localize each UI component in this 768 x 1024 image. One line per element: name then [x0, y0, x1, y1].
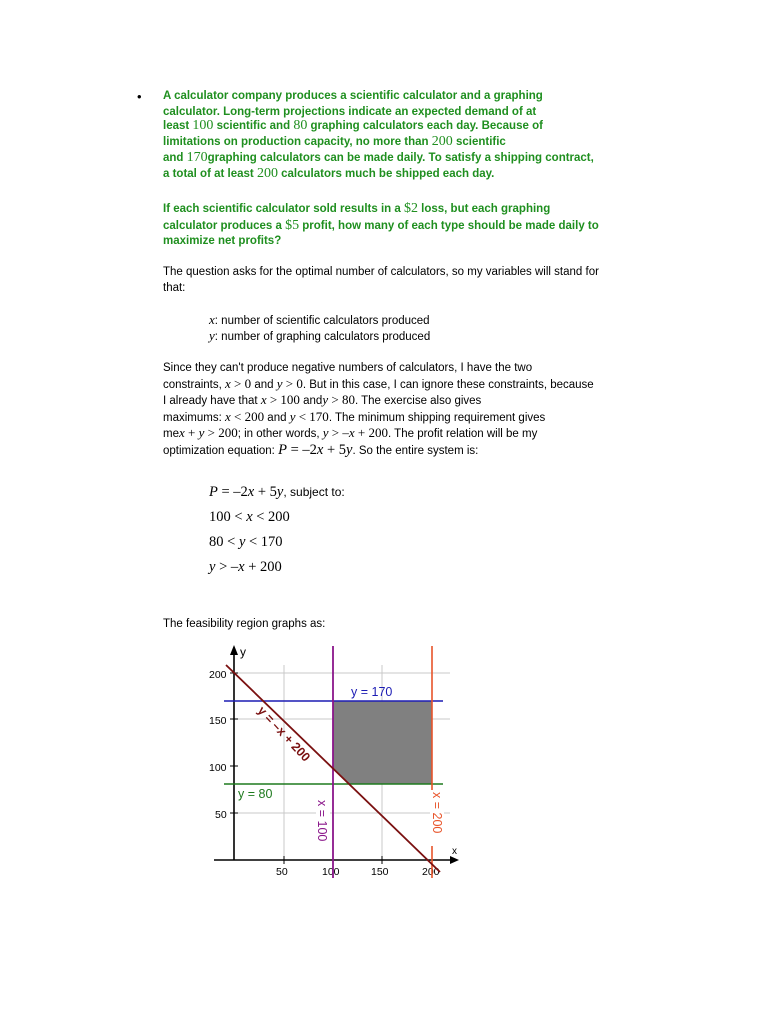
problem-line-4: limitations on production capacity, no more than 200 scientific [163, 134, 506, 149]
problem-line-3: least 100 scientific and 80 graphing calculators each day. Because of [163, 118, 543, 133]
system-objective: P = –2x + 5y, subject to: [209, 484, 345, 500]
question-line-1: If each scientific calculator sold results in a $2 loss, but each graphing [163, 201, 551, 216]
x-tick-100: 100 [322, 866, 340, 878]
y-axis-arrow [230, 645, 238, 655]
constraints-line-1: Since they can't produce negative numbers of calculators, I have the two [163, 362, 533, 374]
feasible-region [333, 701, 432, 784]
constraints-line-4: maximums: x < 200 and y < 170. The minimum shipping requirement gives [163, 409, 546, 424]
problem-line-5: and 170graphing calculators can be made daily. To satisfy a shipping contract, [163, 150, 594, 165]
label-x-200: x = 200 [430, 792, 444, 834]
var-y-definition: y: number of graphing calculators produced [209, 328, 431, 343]
system-constraint-y: 80 < y < 170 [209, 534, 283, 550]
constraints-line-2: constraints, x > 0 and y > 0. But in this case, I can ignore these constraints, because [163, 376, 594, 391]
problem-line-6: a total of at least 200 calculators much be shipped each day. [163, 166, 495, 181]
y-tick-150: 150 [209, 715, 227, 727]
problem-line-1: A calculator company produces a scientific calculator and a graphing [163, 90, 543, 102]
constraints-line-3: I already have that x > 100 andy > 80. The exercise also gives [163, 392, 482, 407]
y-tick-100: 100 [209, 762, 227, 774]
feasibility-graph [200, 640, 480, 880]
y-axis-label: y [240, 645, 246, 659]
constraints-line-5: mex + y > 200; in other words, y > –x + 200. The profit relation will be my [163, 425, 538, 440]
system-constraint-sum: y > –x + 200 [209, 559, 282, 575]
x-axis-label: x [452, 846, 457, 857]
label-diagonal: y = –x + 200 [254, 703, 313, 765]
label-y-80: y = 80 [238, 787, 273, 801]
question-line-3: maximize net profits? [163, 235, 282, 247]
problem-line-2: calculator. Long-term projections indicate an expected demand of at [163, 106, 537, 118]
x-tick-200: 200 [422, 866, 440, 878]
intro-line-1: The question asks for the optimal number of calculators, so my variables will stand for [163, 266, 599, 278]
label-y-170: y = 170 [351, 685, 393, 699]
question-line-2: calculator produces a $5 profit, how many of each type should be made daily to [163, 218, 599, 233]
intro-line-2: that: [163, 282, 186, 294]
list-bullet: • [137, 89, 142, 104]
y-tick-200: 200 [209, 669, 227, 681]
x-tick-150: 150 [371, 866, 389, 878]
x-tick-50: 50 [276, 866, 288, 878]
system-constraint-x: 100 < x < 200 [209, 509, 290, 525]
x-axis-arrow [450, 856, 459, 864]
label-x-100: x = 100 [315, 800, 329, 842]
var-x-definition: x: number of scientific calculators produced [209, 312, 430, 327]
graph-intro: The feasibility region graphs as: [163, 618, 326, 630]
y-tick-50: 50 [215, 809, 227, 821]
constraints-line-6: optimization equation: P = –2x + 5y. So the entire system is: [163, 442, 479, 458]
